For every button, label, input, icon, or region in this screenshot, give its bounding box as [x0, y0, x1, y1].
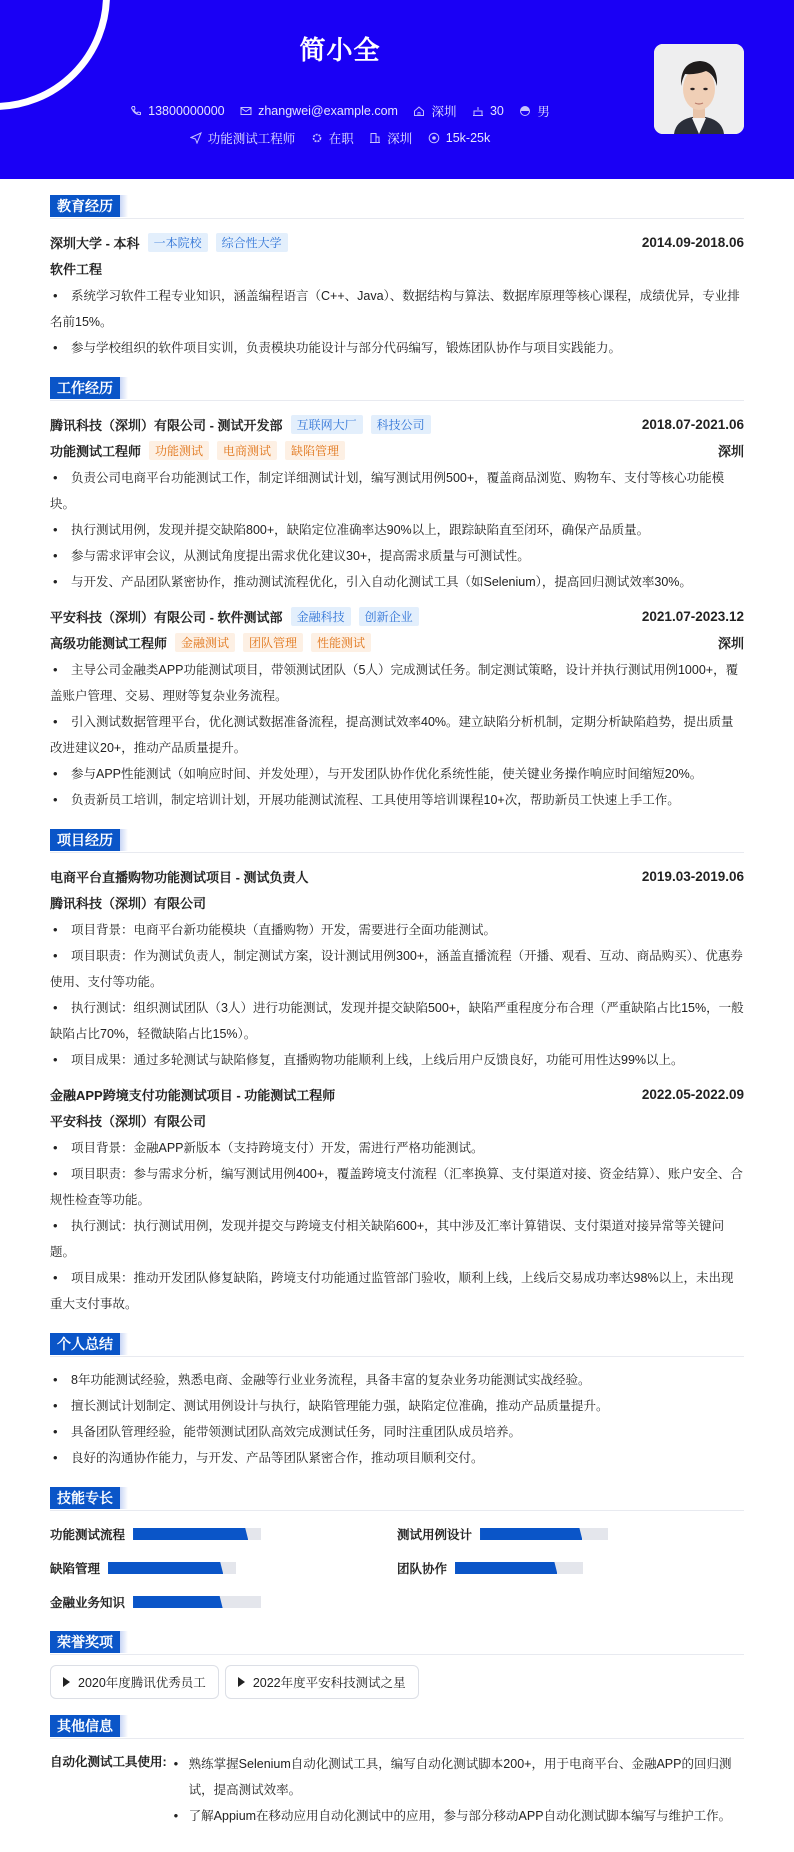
- section-title: 其他信息: [50, 1715, 120, 1737]
- bullet-list: [50, 1367, 744, 1471]
- work-entry: [50, 411, 744, 595]
- skill-item: [50, 1555, 397, 1581]
- list-item: • 项目成果：通过多轮测试与缺陷修复，直播购物功能顺利上线，上线后用户反馈良好，功能可用性达99%以上。: [50, 1047, 744, 1073]
- award-label: 2022年度平安科技测试之星: [252, 1676, 406, 1690]
- list-item: • 与开发、产品团队紧密协作，推动测试流程优化，引入自动化测试工具（如Selenium），提高回归测试效率30%。: [50, 569, 744, 595]
- skill-label: 金融业务知识: [50, 1596, 126, 1610]
- list-item: • 项目背景：电商平台新功能模块（直播购物）开发，需要进行全面功能测试。: [50, 917, 744, 943]
- skill-bar: [455, 1562, 583, 1574]
- section-education: [50, 195, 744, 361]
- bullet-list: [50, 657, 744, 813]
- tag: 金融科技: [291, 607, 351, 626]
- section-other: [50, 1715, 744, 1835]
- section-title: 项目经历: [50, 829, 120, 851]
- list-item: • 引入测试数据管理平台，优化测试数据准备流程，提高测试效率40%。建立缺陷分析机制，定期分析缺陷趋势，提出质量改进建议20+，推动产品质量提升。: [50, 709, 744, 761]
- tag: 一本院校: [148, 233, 208, 252]
- period: 2022.05-2022.09: [641, 1086, 744, 1102]
- project-company: 平安科技（深圳）有限公司: [50, 1113, 207, 1129]
- entry-header-row: [50, 863, 744, 889]
- section-header: [50, 829, 744, 853]
- company-name: 平安科技（深圳）有限公司 - 软件测试部: [50, 609, 283, 625]
- entry-header-row: [50, 603, 744, 629]
- section-work: [50, 377, 744, 813]
- skill-bar: [480, 1528, 608, 1540]
- contact-row-1: [0, 102, 680, 120]
- tag: 综合性大学: [216, 233, 288, 252]
- triangle-right-icon: [63, 1677, 70, 1687]
- contact-home: 深圳: [413, 102, 456, 120]
- skill-bar-fill: [480, 1528, 582, 1540]
- skills-grid: [50, 1521, 744, 1615]
- period: 2018.07-2021.06: [641, 416, 744, 432]
- contact-email: zhangwei@example.com: [240, 104, 398, 118]
- project-entry: [50, 1081, 744, 1317]
- section-header: [50, 1715, 744, 1739]
- job-title: 功能测试工程师: [190, 129, 296, 147]
- bullet-list: [50, 917, 744, 1073]
- send-icon: [190, 132, 202, 144]
- list-item: • 项目职责：作为测试负责人，制定测试方案，设计测试用例300+，涵盖直播流程（开播、观看、互动、商品购买）、优惠券使用、支付等功能。: [50, 943, 744, 995]
- project-company: 腾讯科技（深圳）有限公司: [50, 895, 207, 911]
- list-item: • 8年功能测试经验，熟悉电商、金融等行业业务流程，具备丰富的复杂业务功能测试实战经验。: [50, 1367, 744, 1393]
- work-entry: [50, 603, 744, 813]
- avatar-portrait-icon: [654, 44, 744, 134]
- list-item: • 擅长测试计划制定、测试用例设计与执行，缺陷管理能力强，缺陷定位准确，推动产品质量提升。: [50, 1393, 744, 1419]
- list-item: • 主导公司金融类APP功能测试项目，带领测试团队（5人）完成测试任务。制定测试策略，设计并执行测试用例1000+，覆盖账户管理、交易、理财等复杂业务流程。: [50, 657, 744, 709]
- tag: 互联网大厂: [291, 415, 363, 434]
- expected-salary: 15k-25k: [428, 131, 490, 145]
- section-header: [50, 377, 744, 401]
- contact-gender: 男: [519, 102, 550, 120]
- triangle-right-icon: [238, 1677, 245, 1687]
- tag: 功能测试: [149, 441, 209, 460]
- resume-header: [0, 0, 794, 179]
- role-row: [50, 629, 744, 655]
- contact-age: 30: [472, 104, 504, 118]
- list-item: • 执行测试用例，发现并提交缺陷800+，缺陷定位准确率达90%以上，跟踪缺陷直至闭环，确保产品质量。: [50, 517, 744, 543]
- section-summary: [50, 1333, 744, 1471]
- bullet-list: [171, 1751, 744, 1829]
- company-name: 腾讯科技（深圳）有限公司 - 测试开发部: [50, 417, 283, 433]
- section-awards: [50, 1631, 744, 1699]
- list-item: • 执行测试：组织测试团队（3人）进行功能测试，发现并提交缺陷500+，缺陷严重程度分布合理（严重缺陷占比15%，一般缺陷占比70%，轻微缺陷占比15%）。: [50, 995, 744, 1047]
- skill-label: 缺陷管理: [50, 1562, 101, 1576]
- award-chip: [50, 1665, 219, 1699]
- avatar: [654, 44, 744, 134]
- skill-item: [397, 1555, 744, 1581]
- location: 深圳: [717, 443, 744, 459]
- mail-icon: [240, 105, 252, 117]
- other-info-label: 自动化测试工具使用:: [50, 1755, 167, 1769]
- list-item: • 参与学校组织的软件项目实训，负责模块功能设计与部分代码编写，锻炼团队协作与项目实践能力。: [50, 335, 744, 361]
- skill-item: [397, 1521, 744, 1547]
- section-header: [50, 1631, 744, 1655]
- candidate-name: 简小全: [299, 35, 381, 65]
- phone-icon: [130, 105, 142, 117]
- list-item: • 良好的沟通协作能力，与开发、产品等团队紧密合作，推动项目顺利交付。: [50, 1445, 744, 1471]
- skill-label: 测试用例设计: [397, 1528, 473, 1542]
- skill-label: 团队协作: [397, 1562, 448, 1576]
- period: 2014.09-2018.06: [641, 234, 744, 250]
- tag: 创新企业: [359, 607, 419, 626]
- list-item: • 负责新员工培训，制定培训计划，开展功能测试流程、工具使用等培训课程10+次，帮助新员工快速上手工作。: [50, 787, 744, 813]
- section-projects: [50, 829, 744, 1317]
- entry-header-row: [50, 1081, 744, 1107]
- age-icon: [472, 105, 484, 117]
- tag: 金融测试: [175, 633, 235, 652]
- list-item: • 执行测试：执行测试用例，发现并提交与跨境支付相关缺陷600+，其中涉及汇率计算错误、支付渠道对接异常等关键问题。: [50, 1213, 744, 1265]
- list-item: • 项目成果：推动开发团队修复缺陷，跨境支付功能通过监管部门验收，顺利上线，上线后交易成功率达98%以上，未出现重大支付事故。: [50, 1265, 744, 1317]
- skill-bar-fill: [133, 1528, 248, 1540]
- role-row: [50, 437, 744, 463]
- list-item: • 熟练掌握Selenium自动化测试工具，编写自动化测试脚本200+，用于电商平台、金融APP的回归测试，提高测试效率。: [171, 1751, 744, 1803]
- list-item: • 参与需求评审会议，从测试角度提出需求优化建议30+，提高需求质量与可测试性。: [50, 543, 744, 569]
- list-item: • 项目背景：金融APP新版本（支持跨境支付）开发，需进行严格功能测试。: [50, 1135, 744, 1161]
- skill-bar: [108, 1562, 236, 1574]
- work-city: 深圳: [369, 129, 412, 147]
- period: 2021.07-2023.12: [641, 608, 744, 624]
- resume-body: [0, 195, 794, 1835]
- gender-icon: [519, 105, 531, 117]
- skill-item: [50, 1521, 397, 1547]
- other-info-row: [50, 1749, 744, 1835]
- bullet-list: [50, 283, 744, 361]
- section-title: 工作经历: [50, 377, 120, 399]
- education-entry: [50, 229, 744, 361]
- skill-bar: [133, 1596, 261, 1608]
- contact-phone: 13800000000: [130, 104, 224, 118]
- award-label: 2020年度腾讯优秀员工: [78, 1676, 206, 1690]
- location: 深圳: [717, 635, 744, 651]
- home-icon: [413, 105, 425, 117]
- skill-item: [50, 1589, 397, 1615]
- tag: 缺陷管理: [285, 441, 345, 460]
- employment-status: 在职: [311, 129, 354, 147]
- bullet-list: [50, 465, 744, 595]
- project-entry: [50, 863, 744, 1073]
- tag: 团队管理: [243, 633, 303, 652]
- list-item: • 具备团队管理经验，能带领测试团队高效完成测试任务，同时注重团队成员培养。: [50, 1419, 744, 1445]
- section-header: [50, 1333, 744, 1357]
- section-title: 教育经历: [50, 195, 120, 217]
- section-title: 个人总结: [50, 1333, 120, 1355]
- skill-bar: [133, 1528, 261, 1540]
- role-name: 功能测试工程师: [50, 443, 142, 459]
- status-icon: [311, 132, 323, 144]
- section-title: 荣誉奖项: [50, 1631, 120, 1653]
- list-item: • 系统学习软件工程专业知识，涵盖编程语言（C++、Java）、数据结构与算法、数据库原理等核心课程，成绩优异，专业排名前15%。: [50, 283, 744, 335]
- section-header: [50, 195, 744, 219]
- building-icon: [369, 132, 381, 144]
- salary-icon: [428, 132, 440, 144]
- role-name: 高级功能测试工程师: [50, 635, 168, 651]
- major: 软件工程: [50, 261, 103, 277]
- skill-bar-fill: [455, 1562, 557, 1574]
- list-item: • 参与APP性能测试（如响应时间、并发处理），与开发团队协作优化系统性能，使关键业务操作响应时间缩短20%。: [50, 761, 744, 787]
- award-chip: [225, 1665, 419, 1699]
- tag: 电商测试: [217, 441, 277, 460]
- entry-header-row: [50, 411, 744, 437]
- skill-bar-fill: [108, 1562, 223, 1574]
- bullet-list: [50, 1135, 744, 1317]
- list-item: • 项目职责：参与需求分析，编写测试用例400+，覆盖跨境支付流程（汇率换算、支付渠道对接、资金结算）、账户安全、合规性检查等功能。: [50, 1161, 744, 1213]
- period: 2019.03-2019.06: [641, 868, 744, 884]
- awards-list: [50, 1665, 744, 1699]
- list-item: • 负责公司电商平台功能测试工作，制定详细测试计划，编写测试用例500+，覆盖商品浏览、购物车、支付等核心功能模块。: [50, 465, 744, 517]
- section-title: 技能专长: [50, 1487, 120, 1509]
- tag: 性能测试: [311, 633, 371, 652]
- contact-row-2: [0, 129, 680, 147]
- entry-header-row: [50, 229, 744, 255]
- section-header: [50, 1487, 744, 1511]
- skill-label: 功能测试流程: [50, 1528, 126, 1542]
- list-item: • 了解Appium在移动应用自动化测试中的应用，参与部分移动APP自动化测试脚本编写与维护工作。: [171, 1803, 744, 1829]
- section-skills: [50, 1487, 744, 1615]
- project-name: 金融APP跨境支付功能测试项目 - 功能测试工程师: [50, 1087, 336, 1103]
- skill-bar-fill: [133, 1596, 223, 1608]
- project-name: 电商平台直播购物功能测试项目 - 测试负责人: [50, 869, 309, 885]
- tag: 科技公司: [371, 415, 431, 434]
- school-name: 深圳大学 - 本科: [50, 235, 140, 251]
